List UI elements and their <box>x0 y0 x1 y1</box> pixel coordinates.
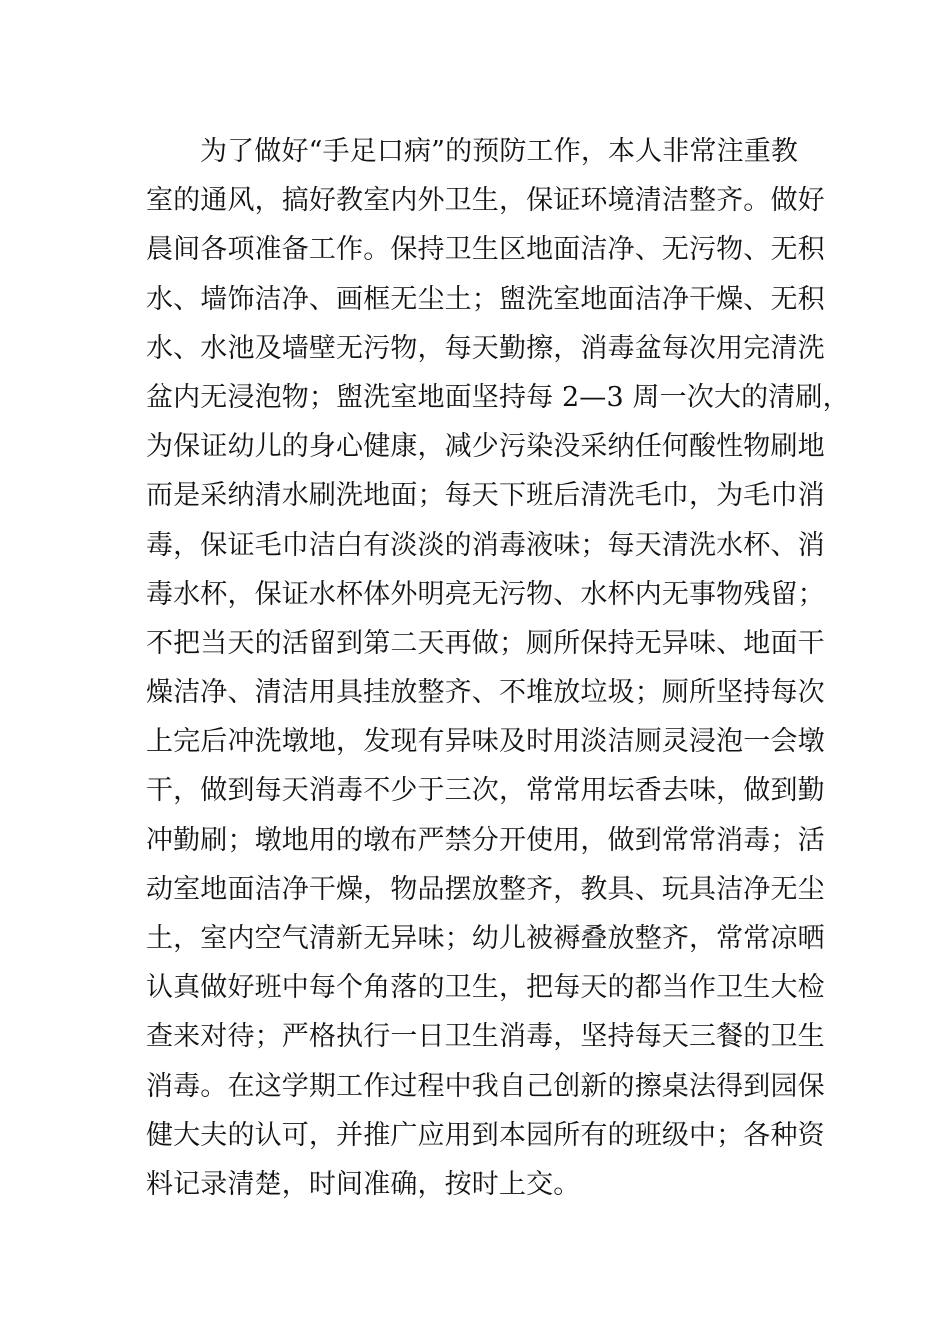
paragraph-line: 消毒。在这学期工作过程中我自己创新的擦桌法得到园保 <box>146 1070 825 1102</box>
paragraph-line: 而是采纳清水刷洗地面；每天下班后清洗毛巾，为毛巾消 <box>146 480 825 512</box>
paragraph-line: 毒水杯，保证水杯体外明亮无污物、水杯内无事物残留； <box>146 578 825 610</box>
paragraph-line: 动室地面洁净干燥，物品摆放整齐，教具、玩具洁净无尘 <box>146 873 825 905</box>
paragraph-line: 毒，保证毛巾洁白有淡淡的消毒液味；每天清洗水杯、消 <box>146 529 825 561</box>
paragraph-line: 土，室内空气清新无异味；幼儿被褥叠放整齐，常常凉晒 <box>146 923 825 954</box>
paragraph-line: 不把当天的活留到第二天再做；厕所保持无异味、地面干 <box>146 627 825 659</box>
paragraph-line: 料记录清楚，时间准确，按时上交。 <box>146 1168 581 1200</box>
paragraph-line: 干，做到每天消毒不少于三次，常常用坛香去味，做到勤 <box>146 775 825 807</box>
paragraph-line: 晨间各项准备工作。保持卫生区地面洁净、无污物、无积 <box>146 234 825 266</box>
paragraph-line: 上完后冲洗墩地，发现有异味及时用淡洁厕灵浸泡一会墩 <box>146 726 825 758</box>
paragraph-line: 盆内无浸泡物；盥洗室地面坚持每 2—3 周一次大的清刷， <box>146 381 850 413</box>
body-paragraph <box>146 127 850 1209</box>
paragraph-line: 为保证幼儿的身心健康，减少污染没采纳任何酸性物刷地 <box>146 431 825 463</box>
paragraph-line: 水、水池及墙壁无污物，每天勤擦，消毒盆每次用完清洗 <box>146 332 825 364</box>
paragraph-line: 为了做好“手足口病”的预防工作，本人非常注重教 <box>200 136 799 167</box>
paragraph-line: 查来对待；严格执行一日卫生消毒，坚持每天三餐的卫生 <box>146 1021 825 1053</box>
paragraph-line: 认真做好班中每个角落的卫生，把每天的都当作卫生大检 <box>146 972 825 1004</box>
paragraph-line: 水、墙饰洁净、画框无尘土；盥洗室地面洁净干燥、无积 <box>146 283 825 315</box>
paragraph-line: 室的通风，搞好教室内外卫生，保证环境清洁整齐。做好 <box>146 185 825 217</box>
paragraph-line: 冲勤刷；墩地用的墩布严禁分开使用，做到常常消毒；活 <box>146 824 825 856</box>
paragraph-line: 燥洁净、清洁用具挂放整齐、不堆放垃圾；厕所坚持每次 <box>146 677 825 709</box>
paragraph-line: 健大夫的认可，并推广应用到本园所有的班级中；各种资 <box>146 1119 825 1151</box>
